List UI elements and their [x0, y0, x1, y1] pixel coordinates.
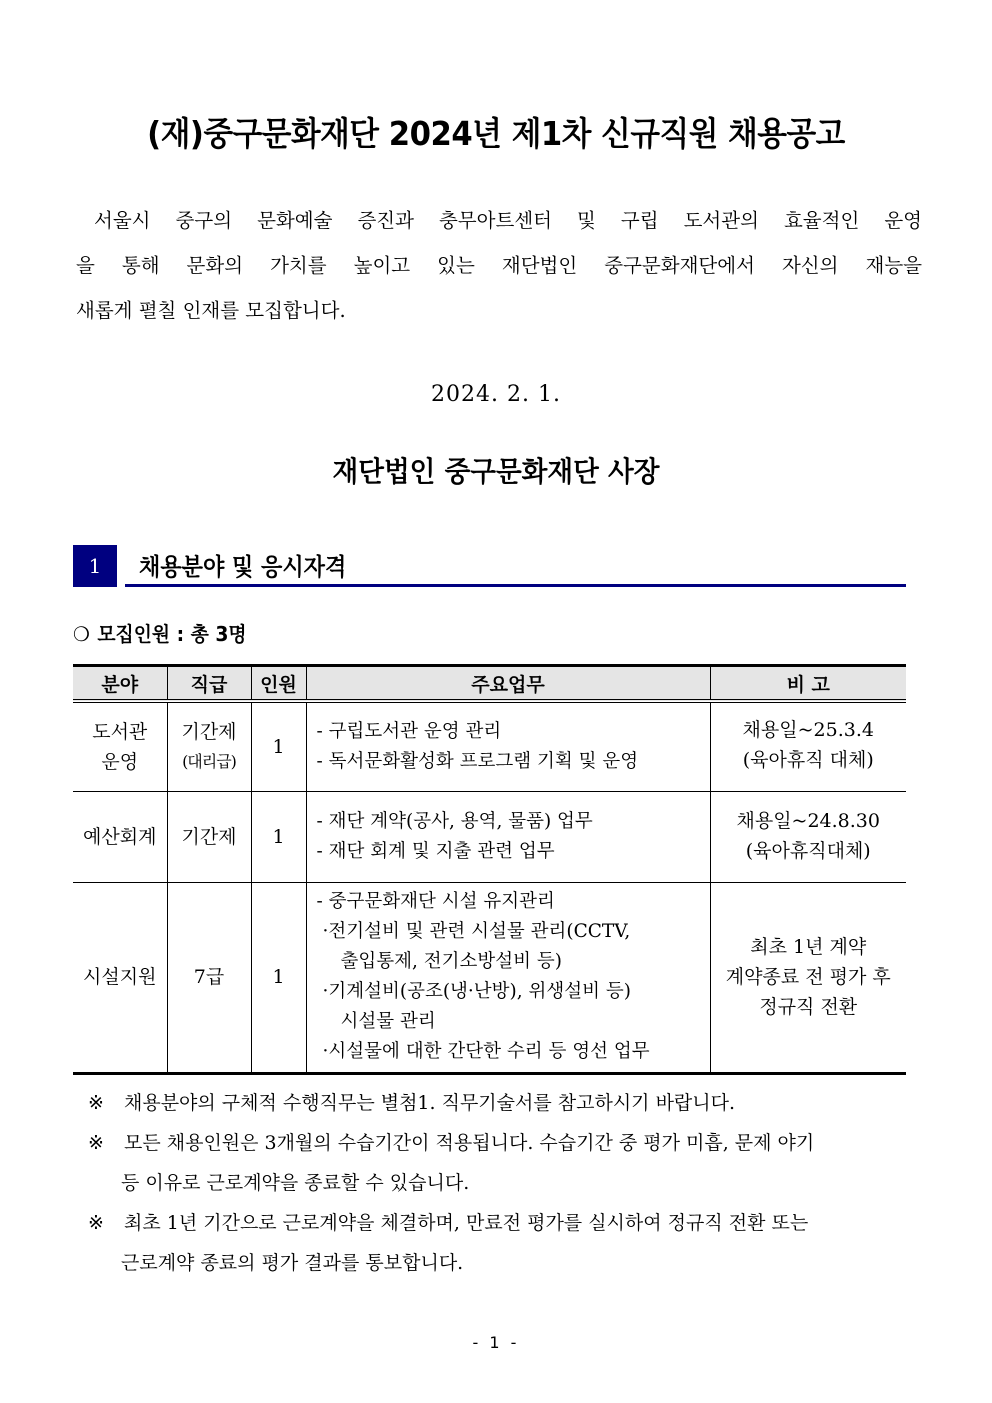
cell-field — [73, 701, 167, 791]
intro-line: 새롭게 펼칠 인재를 모집합니다. — [76, 299, 346, 322]
page-number: - 1 - — [472, 1333, 520, 1352]
note-text: 모든 채용인원은 3개월의 수습기간이 적용됩니다. 수습기간 중 평가 미흡, 문제 야기 — [124, 1132, 815, 1154]
header-field: 분야 — [73, 666, 167, 702]
header-grade: 직급 — [167, 666, 251, 702]
intro-line: 서울시 중구의 문화예술 증진과 충무아트센터 및 구립 도서관의 효율적인 운영 — [94, 209, 922, 232]
cell-text: 운영 — [101, 750, 139, 773]
intro-line: 을 통해 문화의 가치를 높이고 있는 재단법인 중구문화재단에서 자신의 재능을 — [76, 254, 922, 277]
cell-text: (육아휴직대체) — [745, 839, 871, 862]
cell-grade — [167, 791, 251, 882]
notes-list — [88, 1083, 908, 1283]
cell-text: 정규직 전환 — [759, 996, 858, 1018]
table-row — [73, 701, 906, 791]
recruit-count-label: 모집인원 : 총 3명 — [97, 622, 247, 646]
cell-text: 시설지원 — [83, 966, 157, 988]
note-text: 채용분야의 구체적 수행직무는 별첨1. 직무기술서를 참고하시기 바랍니다. — [124, 1092, 736, 1114]
note-item — [88, 1083, 908, 1123]
duty-item: ·기계설비(공조(냉·난방), 위생설비 등) — [322, 981, 631, 1002]
section-title: 채용분야 및 응시자격 — [139, 553, 347, 581]
cell-text: 예산회계 — [83, 825, 157, 848]
reference-mark-icon: ※ — [88, 1092, 104, 1114]
cell-text: 채용일~24.8.30 — [736, 809, 880, 832]
cell-text: 7급 — [193, 966, 225, 988]
table-row — [73, 882, 906, 1073]
table-row — [73, 791, 906, 882]
cell-field — [73, 882, 167, 1073]
cell-text: 계약종료 전 평가 후 — [725, 966, 891, 988]
cell-duties — [306, 791, 710, 882]
duty-item: ·전기설비 및 관련 시설물 관리(CCTV, — [322, 921, 631, 942]
recruit-count — [73, 618, 247, 647]
section-number-badge: 1 — [73, 545, 117, 587]
cell-note — [710, 791, 906, 882]
cell-text: 최초 1년 계약 — [750, 936, 867, 958]
cell-count: 1 — [251, 882, 306, 1073]
table-header-row — [73, 666, 906, 702]
header-note: 비 고 — [710, 666, 906, 702]
cell-text: 채용일~25.3.4 — [742, 719, 874, 741]
section-header — [73, 545, 906, 587]
cell-duties — [306, 882, 710, 1073]
duty-item: 출입통제, 전기소방설비 등) — [340, 951, 562, 972]
cell-text: (대리급) — [182, 751, 236, 771]
header-duties: 주요업무 — [306, 666, 710, 702]
cell-text: 기간제 — [181, 825, 237, 848]
note-text: 최초 1년 기간으로 근로계약을 체결하며, 만료전 평가를 실시하여 정규직 전환 또는 — [124, 1212, 809, 1234]
cell-count: 1 — [251, 701, 306, 791]
cell-note — [710, 701, 906, 791]
cell-text: 도서관 — [92, 720, 148, 743]
header-count: 인원 — [251, 666, 306, 702]
duty-item: - 재단 회계 및 지출 관련 업무 — [316, 840, 555, 862]
cell-grade — [167, 882, 251, 1073]
duty-item: - 재단 계약(공사, 용역, 물품) 업무 — [316, 810, 593, 832]
cell-count: 1 — [251, 791, 306, 882]
duty-item: - 구립도서관 운영 관리 — [316, 720, 502, 742]
cell-field — [73, 791, 167, 882]
note-text: 등 이유로 근로계약을 종료할 수 있습니다. — [121, 1172, 470, 1194]
section-underline — [125, 584, 906, 587]
intro-paragraph — [76, 198, 922, 333]
circle-bullet-icon: ❍ — [73, 622, 90, 646]
page-title: (재)중구문화재단 2024년 제1차 신규직원 채용공고 — [147, 114, 845, 153]
duty-item: ·시설물에 대한 간단한 수리 등 영선 업무 — [322, 1041, 650, 1062]
note-text: 근로계약 종료의 평가 결과를 통보합니다. — [121, 1252, 464, 1274]
note-item — [88, 1123, 908, 1203]
cell-duties — [306, 701, 710, 791]
duty-item: 시설물 관리 — [340, 1011, 436, 1032]
signer: 재단법인 중구문화재단 사장 — [332, 455, 660, 488]
cell-note — [710, 882, 906, 1073]
cell-text: (육아휴직 대체) — [742, 749, 874, 771]
note-item — [88, 1203, 908, 1283]
cell-grade — [167, 701, 251, 791]
duty-item: - 독서문화활성화 프로그램 기획 및 운영 — [316, 750, 639, 772]
recruitment-table — [73, 664, 906, 1075]
cell-text: 기간제 — [181, 720, 237, 743]
duty-item: - 중구문화재단 시설 유지관리 — [316, 891, 555, 912]
reference-mark-icon: ※ — [88, 1132, 104, 1154]
reference-mark-icon: ※ — [88, 1212, 104, 1234]
announcement-date: 2024. 2. 1. — [431, 382, 561, 407]
